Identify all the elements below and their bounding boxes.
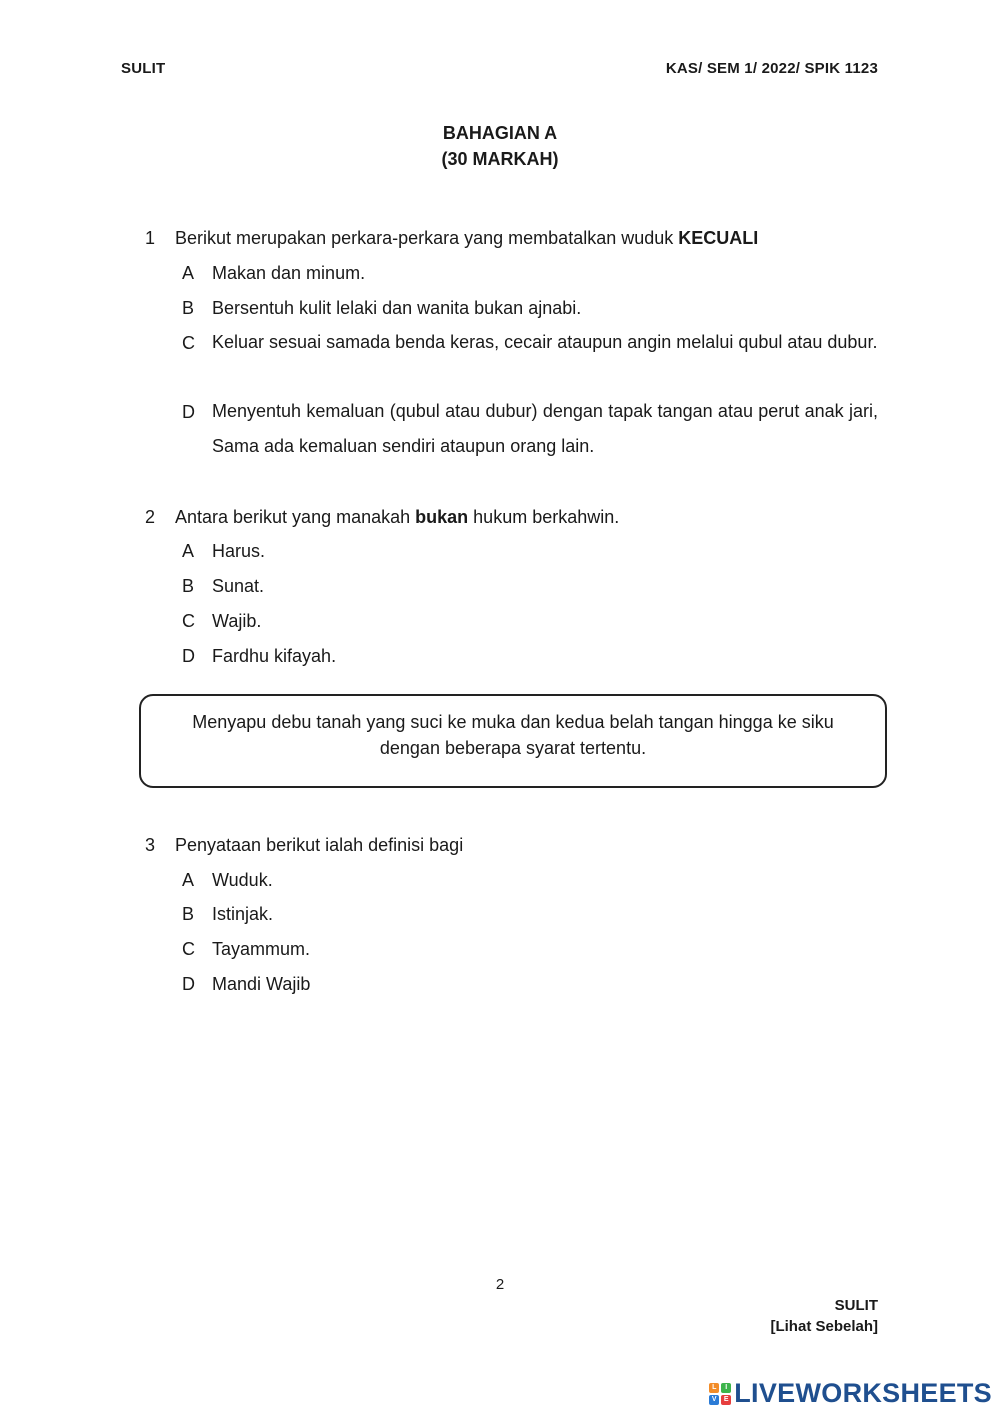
question-2-number: 2 (145, 507, 156, 527)
question-1-stem-text: Berikut merupakan perkara-perkara yang membatalkan wuduk (175, 228, 679, 248)
question-1-option-b-letter: B (182, 298, 195, 318)
question-2-option-b-letter: B (182, 576, 195, 596)
grid-cell-i: I (721, 1383, 731, 1393)
footer-sulit: SULIT (834, 1297, 878, 1314)
header-code: KAS/ SEM 1/ 2022/ SPIK 1123 (665, 60, 878, 77)
question-2-option-d-letter: D (182, 646, 195, 666)
question-3-option-a-letter: A (182, 870, 195, 890)
question-1-option-b[interactable]: Bersentuh kulit lelaki dan wanita bukan ajnabi. (212, 298, 582, 318)
header-sulit: SULIT (121, 60, 166, 77)
question-3-option-d-letter: D (182, 974, 195, 994)
question-1-option-c-letter: C (182, 333, 195, 353)
question-1-option-d-letter: D (182, 402, 195, 422)
question-3-stem: Penyataan berikut ialah definisi bagi (175, 835, 464, 855)
question-3-option-a[interactable]: Wuduk. (212, 870, 273, 890)
footer-note: [Lihat Sebelah] (770, 1318, 878, 1335)
grid-cell-e: E (721, 1395, 731, 1405)
question-2-option-c[interactable]: Wajib. (212, 611, 262, 631)
question-2-option-c-letter: C (182, 611, 195, 631)
question-2-stem (175, 507, 619, 528)
question-1-option-a[interactable]: Makan dan minum. (212, 263, 366, 283)
section-title: BAHAGIAN A (442, 123, 558, 143)
grid-cell-v: V (709, 1395, 719, 1405)
question-2-stem-text: Antara berikut yang manakah (175, 507, 416, 527)
section-marks: (30 MARKAH) (441, 149, 559, 169)
grid-cell-l: L (709, 1383, 719, 1393)
question-3-number: 3 (145, 835, 156, 855)
liveworksheets-text: LIVEWORKSHEETS (734, 1378, 992, 1408)
liveworksheets-grid-icon (709, 1383, 731, 1405)
question-2-option-a[interactable]: Harus. (212, 541, 266, 561)
question-3-option-c[interactable]: Tayammum. (212, 939, 311, 959)
statement-text: Menyapu debu tanah yang suci ke muka dan kedua belah tangan hingga ke siku dengan beberapa syarat tertentu. (192, 712, 834, 758)
question-1-stem-emphasis: KECUALI (678, 228, 759, 248)
question-2-stem-end: hukum berkahwin. (468, 507, 620, 527)
question-1-stem (175, 228, 758, 249)
question-2-option-d[interactable]: Fardhu kifayah. (212, 646, 337, 666)
question-1-option-c[interactable]: Keluar sesuai samada benda keras, cecair ataupun angin melalui qubul atau dubur. (212, 332, 878, 352)
question-2-option-b[interactable]: Sunat. (212, 576, 265, 596)
liveworksheets-logo (709, 1378, 992, 1409)
question-1-option-d[interactable]: Menyentuh kemaluan (qubul atau dubur) dengan tapak tangan atau perut anak jari, Sama ada kemaluan sendiri ataupun orang lain. (212, 401, 878, 456)
question-3-option-d[interactable]: Mandi Wajib (212, 974, 311, 994)
page-number: 2 (495, 1276, 505, 1293)
question-1-number: 1 (145, 228, 156, 248)
statement-box (139, 694, 887, 788)
question-3-option-c-letter: C (182, 939, 195, 959)
question-2-option-a-letter: A (182, 541, 195, 561)
question-2-stem-emphasis: bukan (415, 507, 469, 527)
question-3-option-b[interactable]: Istinjak. (212, 904, 274, 924)
question-1-option-a-letter: A (182, 263, 195, 283)
question-3-option-b-letter: B (182, 904, 195, 924)
